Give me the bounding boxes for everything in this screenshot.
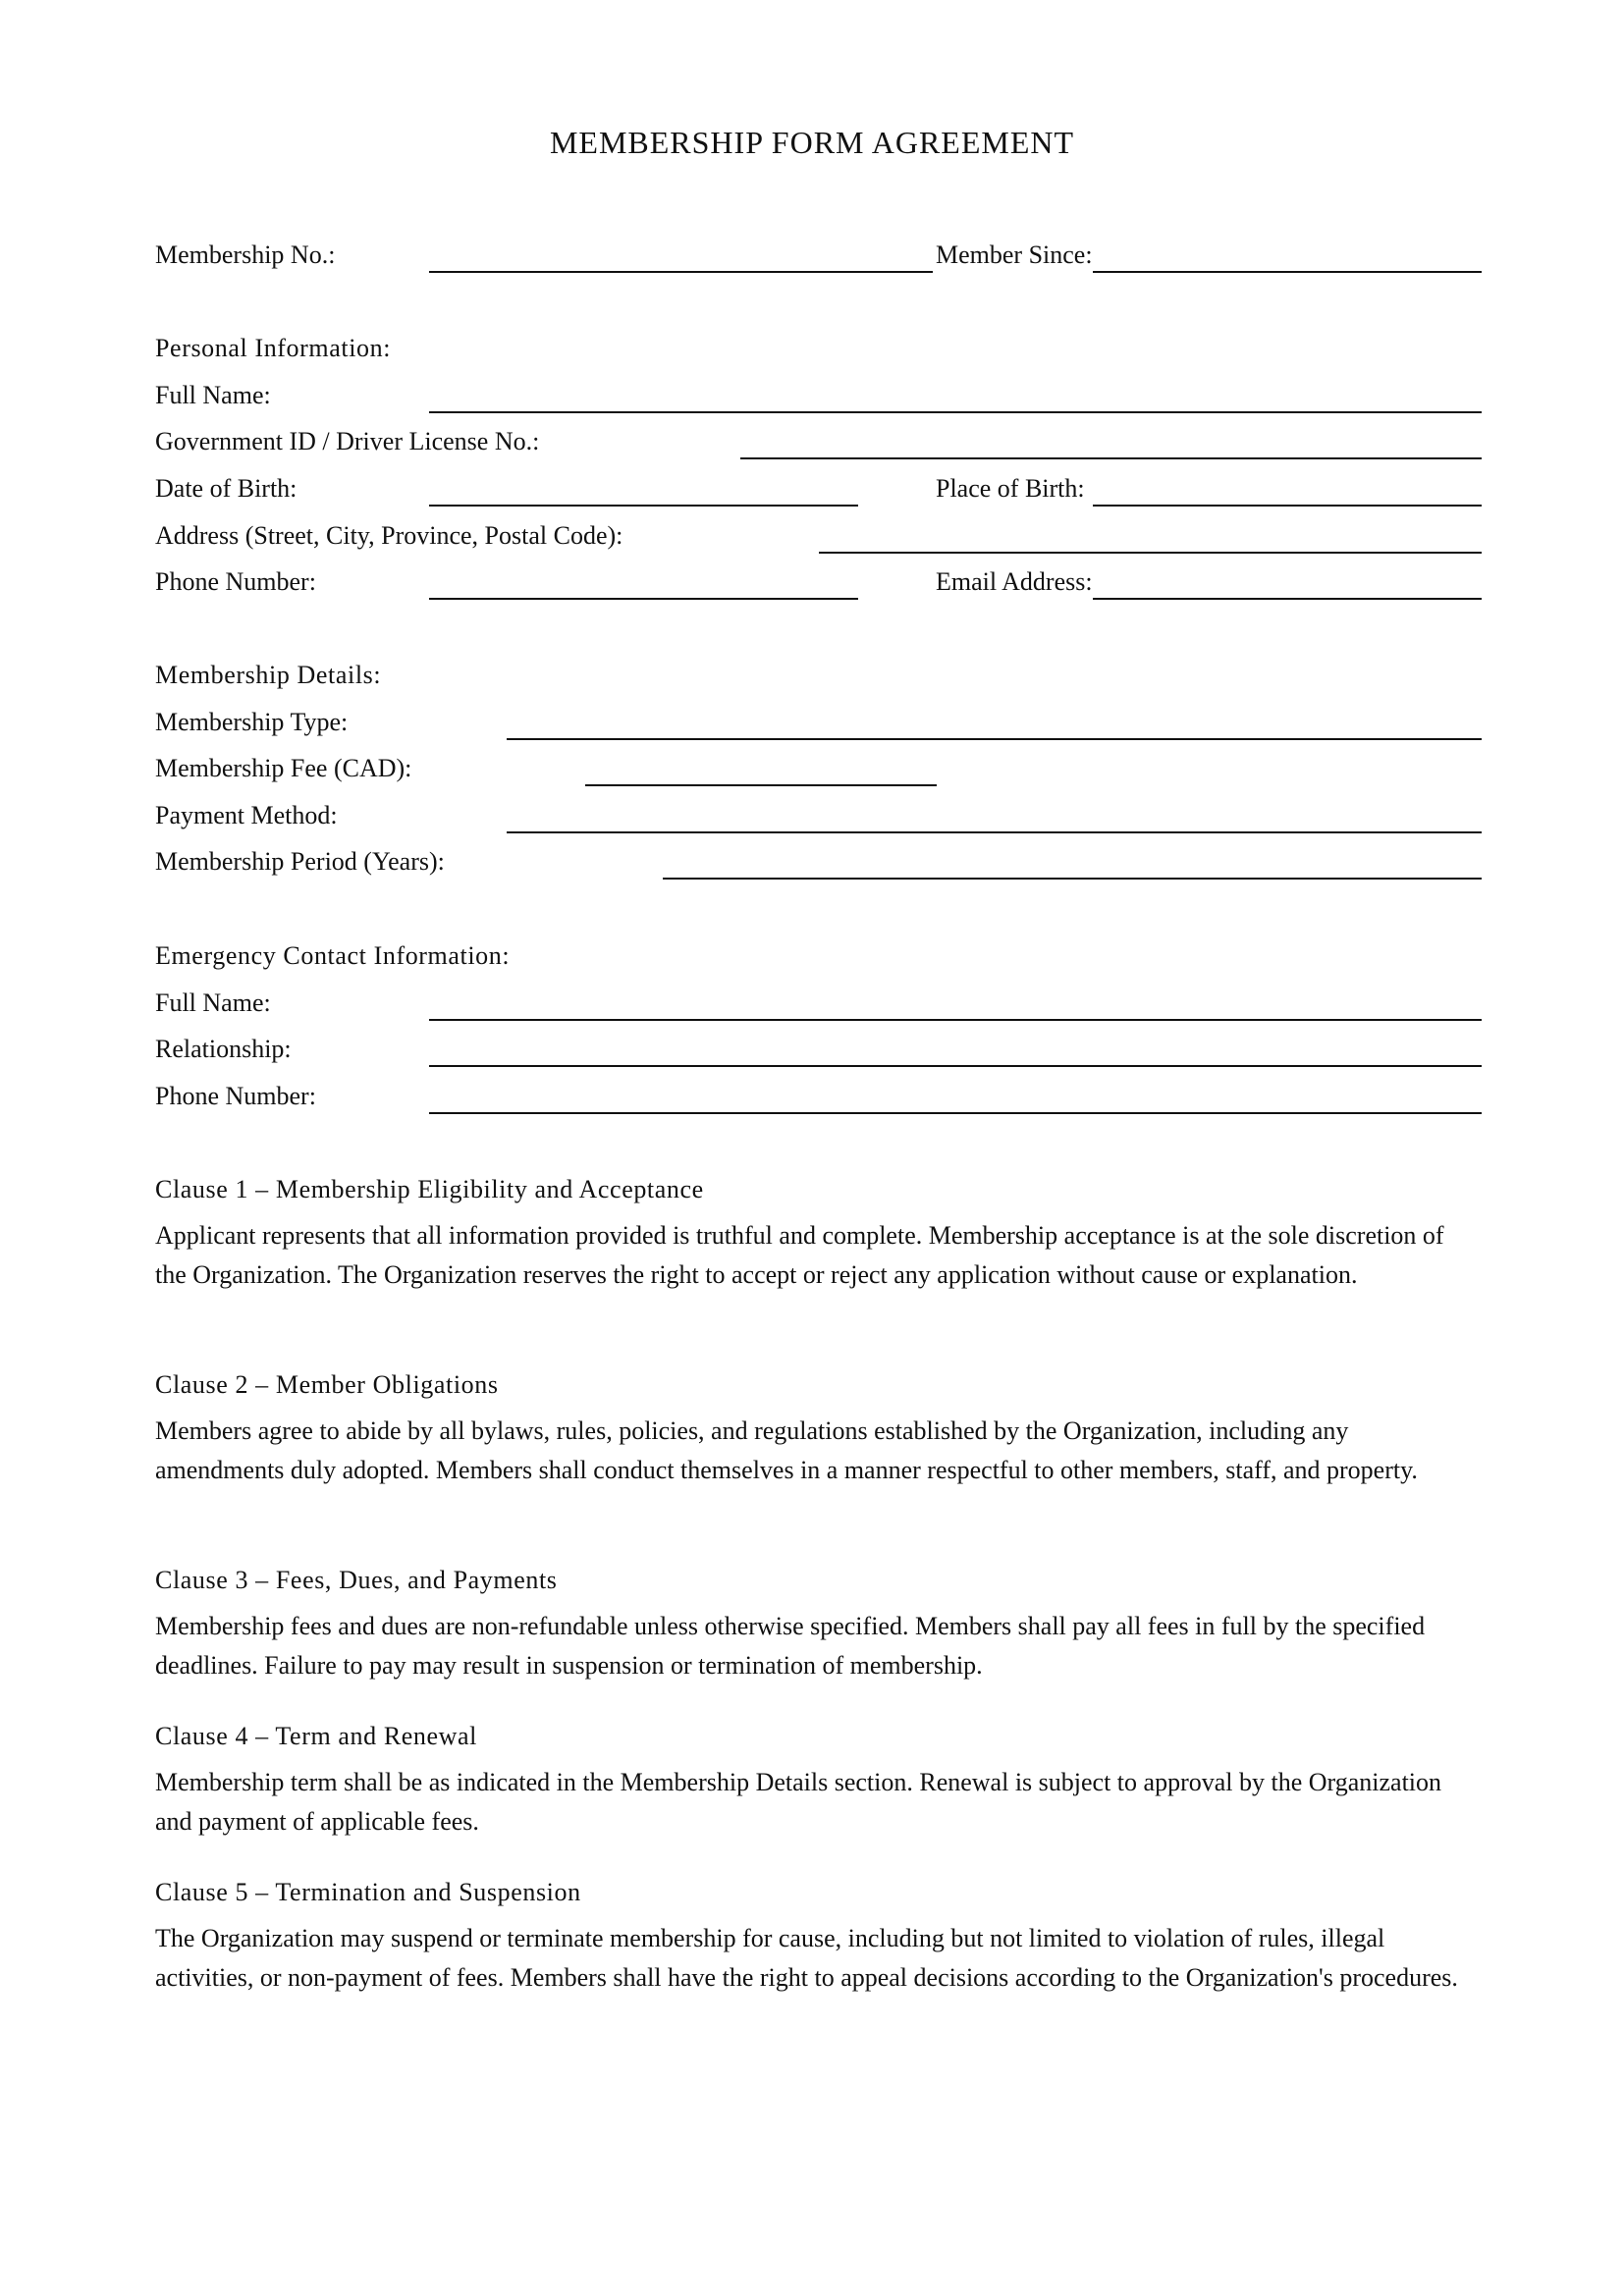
membership-no-label: Membership No.: — [155, 240, 336, 269]
emergency-contact-heading: Emergency Contact Information: — [155, 941, 511, 970]
personal-info-heading: Personal Information: — [155, 334, 392, 362]
member-since-label: Member Since: — [936, 240, 1093, 269]
phone-field[interactable] — [429, 598, 858, 600]
pob-label: Place of Birth: — [936, 474, 1085, 503]
email-field[interactable] — [1093, 598, 1482, 600]
relationship-field[interactable] — [429, 1065, 1482, 1067]
membership-type-field[interactable] — [507, 738, 1482, 740]
clause-heading: Clause 5 – Termination and Suspension — [155, 1878, 581, 1906]
clause-text: Membership term shall be as indicated in the Membership Details section. Renewal is subject to approval by the Organization and payment of applicable fees. — [155, 1768, 1442, 1836]
page-title: MEMBERSHIP FORM AGREEMENT — [549, 125, 1075, 160]
emergency-phone-label: Phone Number: — [155, 1082, 316, 1110]
clause-text: Membership fees and dues are non-refundable unless otherwise specified. Members shall pay all fees in full by the specified deadlines. Failure to pay may result in suspension or termination of membership. — [155, 1612, 1426, 1680]
membership-details-heading: Membership Details: — [155, 661, 382, 689]
address-label: Address (Street, City, Province, Postal Code): — [155, 521, 623, 550]
member-since-field[interactable] — [1093, 271, 1482, 273]
payment-method-label: Payment Method: — [155, 801, 338, 829]
membership-no-field[interactable] — [429, 271, 933, 273]
gov-id-label: Government ID / Driver License No.: — [155, 427, 540, 455]
phone-label: Phone Number: — [155, 567, 316, 596]
membership-period-label: Membership Period (Years): — [155, 847, 445, 876]
membership-fee-label: Membership Fee (CAD): — [155, 754, 412, 782]
dob-field[interactable] — [429, 505, 858, 507]
clause-heading: Clause 3 – Fees, Dues, and Payments — [155, 1566, 558, 1594]
emergency-phone-field[interactable] — [429, 1112, 1482, 1114]
dob-label: Date of Birth: — [155, 474, 298, 503]
membership-period-field[interactable] — [663, 878, 1482, 880]
clause-text: Applicant represents that all information provided is truthful and complete. Membership acceptance is at the sole discretion of the Organization. The Organization reserves the right to accept or reject any application without cause or explanation. — [155, 1221, 1444, 1289]
membership-type-label: Membership Type: — [155, 708, 349, 736]
full-name-field[interactable] — [429, 411, 1482, 413]
email-label: Email Address: — [936, 567, 1093, 596]
payment-method-field[interactable] — [507, 831, 1482, 833]
emergency-full-name-label: Full Name: — [155, 988, 271, 1017]
clause-heading: Clause 4 – Term and Renewal — [155, 1722, 477, 1750]
address-field[interactable] — [819, 552, 1482, 554]
clause-text: The Organization may suspend or terminate membership for cause, including but not limited to violation of rules, illegal activities, or non-payment of fees. Members shall have the right to appeal decisions according to the Organization's procedures. — [155, 1924, 1458, 1992]
pob-field[interactable] — [1093, 505, 1482, 507]
clause-text: Members agree to abide by all bylaws, rules, policies, and regulations established by the Organization, including any amendments duly adopted. Members shall conduct themselves in a manner respectful to other members, staff, and property. — [155, 1416, 1418, 1484]
gov-id-field[interactable] — [740, 457, 1482, 459]
membership-fee-field[interactable] — [585, 784, 937, 786]
full-name-label: Full Name: — [155, 381, 271, 409]
clause-heading: Clause 2 – Member Obligations — [155, 1370, 499, 1399]
clause-heading: Clause 1 – Membership Eligibility and Acceptance — [155, 1175, 704, 1203]
emergency-full-name-field[interactable] — [429, 1019, 1482, 1021]
relationship-label: Relationship: — [155, 1035, 292, 1063]
